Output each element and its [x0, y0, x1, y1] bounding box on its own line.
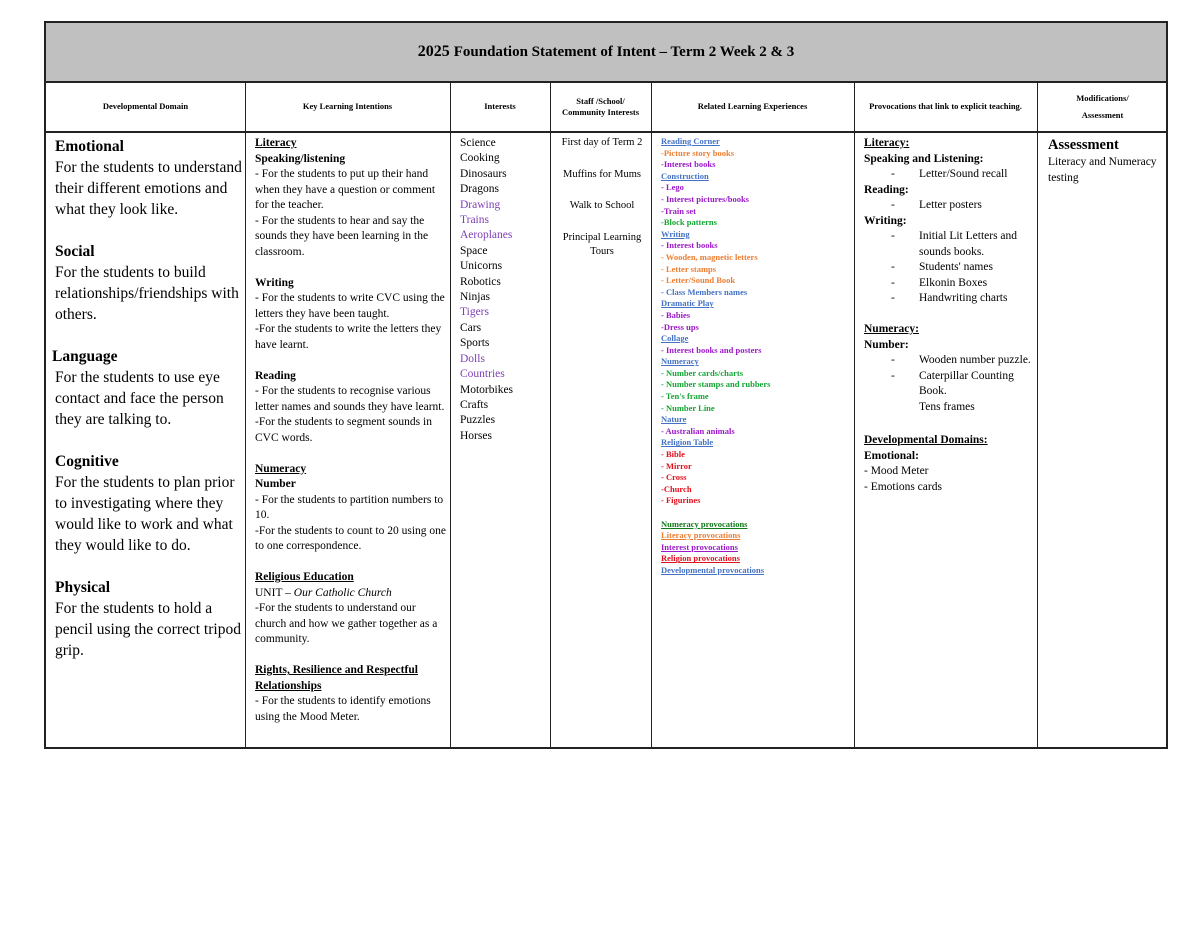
intentions-literacy-heading: Literacy: [255, 137, 297, 149]
provocations-writing: Writing:: [864, 214, 907, 227]
intention-text: -For the students to write the letters they have learnt.: [255, 323, 442, 351]
domain-heading-emotional: Emotional: [55, 138, 124, 155]
domain-text-language: For the students to use eye contact and face the person they are talking to.: [55, 369, 224, 428]
learning-experiences-cell: [661, 136, 856, 577]
interest-item: Drawing: [460, 198, 501, 211]
provocation-item: Tens frames: [919, 400, 975, 413]
header-provocations: Provocations that link to explicit teaching.: [869, 101, 1022, 112]
experience-item: - Interest books: [661, 240, 718, 251]
header-key-learning-intentions: Key Learning Intentions: [302, 101, 393, 112]
experience-item: - Interest books and posters: [661, 344, 762, 355]
domain-text-emotional: For the students to understand their different emotions and what they look like.: [55, 159, 242, 218]
experience-item: - Australian animals: [661, 425, 735, 436]
experience-heading-construction: Construction: [661, 170, 709, 181]
experience-heading-numeracy: Numeracy: [661, 356, 699, 367]
domain-heading-physical: Physical: [55, 579, 111, 596]
assessment-cell: [1048, 136, 1166, 186]
experience-item: - Cross: [661, 472, 687, 483]
legend-religion-provocations: Religion provocations: [661, 553, 740, 564]
intention-text: - For the students to put up their hand when they have a question or comment for the teacher.: [255, 168, 436, 211]
provocation-item: - Caterpillar Counting Book.: [891, 369, 1014, 397]
intentions-re-heading: Religious Education: [255, 571, 354, 583]
intention-text: - For the students to identify emotions using the Mood Meter.: [255, 695, 431, 723]
column-divider: [450, 83, 451, 747]
provocations-cell: [864, 136, 1044, 495]
intention-text: - For the students to hear and say the sounds they have been learning in the classroom.: [255, 214, 429, 258]
header-staff-interests: Staff /School/ Community Interests: [561, 95, 640, 117]
interest-item: Trains: [460, 214, 489, 227]
experience-item: -Church: [661, 483, 692, 494]
experience-item: - Interest pictures/books: [661, 193, 749, 204]
experience-heading-dramatic-play: Dramatic Play: [661, 298, 714, 309]
experience-item: - Figurines: [661, 495, 701, 506]
interest-item: Cooking: [460, 152, 500, 165]
experience-item: - Number stamps and rubbers: [661, 379, 771, 390]
intentions-writing: Writing: [255, 276, 294, 289]
interest-item: Cars: [460, 321, 482, 334]
learning-intentions-cell: [255, 136, 447, 725]
domain-heading-language: Language: [52, 348, 118, 365]
experience-item: - Letter stamps: [661, 263, 717, 274]
domain-text-social: For the students to build relationships/friendships with others.: [55, 264, 239, 323]
experience-item: - Number Line: [661, 402, 715, 413]
interest-item: Puzzles: [460, 414, 496, 427]
intention-text: - For the students to recognise various letter names and sounds they have learnt.: [255, 385, 445, 413]
title-year: 2025: [417, 43, 450, 60]
interest-item: Dinosaurs: [460, 167, 507, 180]
developmental-domain-cell: [52, 136, 245, 661]
intention-text: -For the students to segment sounds in CVC words.: [255, 416, 432, 444]
experience-heading-writing: Writing: [661, 228, 690, 239]
experience-heading-nature: Nature: [661, 414, 687, 425]
intention-text: -For the students to count to 20 using one to one correspondence.: [255, 524, 447, 552]
interest-item: Unicorns: [460, 260, 503, 273]
experience-heading-reading-corner: Reading Corner: [661, 136, 720, 146]
interest-item: Sports: [460, 337, 490, 350]
staff-interest-item: First day of Term 2: [561, 137, 643, 148]
column-divider: [245, 83, 246, 747]
staff-interest-item: Principal Learning Tours: [562, 231, 642, 257]
interest-item: Ninjas: [460, 291, 491, 304]
interests-cell: [460, 136, 550, 444]
intention-text: - For the students to write CVC using the letters they have been taught.: [255, 292, 445, 320]
experience-item: - Number cards/charts: [661, 367, 743, 378]
experience-item: - Class Members names: [661, 286, 748, 297]
unit-name: Our Catholic Church: [293, 586, 392, 599]
domain-text-physical: For the students to hold a pencil using the correct tripod grip.: [55, 600, 241, 659]
assessment-heading: Assessment: [1048, 137, 1119, 153]
intentions-rrrr-heading: Rights, Resilience and Respectful Relationships: [255, 664, 418, 692]
header-interests: Interests: [484, 101, 516, 112]
experience-item: - Babies: [661, 309, 691, 320]
provocations-emotional: Emotional:: [864, 449, 919, 462]
header-related-experiences: Related Learning Experiences: [697, 101, 808, 112]
domain-text-cognitive: For the students to plan prior to investigating where they would like to work and what they would like to do.: [55, 474, 235, 554]
provocation-item: - Students' names: [891, 261, 993, 273]
header-developmental-domain: Developmental Domain: [102, 101, 189, 112]
legend-interest-provocations: Interest provocations: [661, 541, 738, 552]
provocation-item: - Emotions cards: [864, 480, 942, 493]
interest-item: Science: [460, 137, 496, 149]
statement-of-intent-table: [44, 21, 1168, 749]
domain-heading-social: Social: [55, 243, 95, 260]
experience-item: - Ten's frame: [661, 391, 709, 402]
experience-item: - Mirror: [661, 460, 692, 471]
provocations-numeracy-heading: Numeracy:: [864, 323, 919, 335]
title-text: Foundation Statement of Intent – Term 2 Week 2 & 3: [453, 43, 795, 60]
provocation-item: - Mood Meter: [864, 465, 929, 477]
interest-item: Tigers: [460, 306, 489, 319]
legend-developmental-provocations: Developmental provocations: [661, 564, 765, 575]
provocations-number: Number:: [864, 338, 909, 351]
interest-item: Crafts: [460, 398, 489, 411]
provocations-dev-domains-heading: Developmental Domains:: [864, 434, 988, 446]
experience-item: -Block patterns: [661, 217, 717, 228]
assessment-text: Literacy and Numeracy testing: [1048, 156, 1157, 184]
provocation-item: - Wooden number puzzle.: [891, 354, 1031, 366]
legend-numeracy-provocations: Numeracy provocations: [661, 518, 748, 529]
staff-interest-item: Muffins for Mums: [563, 168, 641, 180]
provocations-literacy-heading: Literacy:: [864, 137, 910, 149]
intentions-reading: Reading: [255, 369, 296, 382]
experience-item: - Wooden, magnetic letters: [661, 251, 758, 262]
experience-item: -Interest books: [661, 159, 716, 170]
interest-item: Dragons: [460, 183, 499, 196]
interest-item: Space: [460, 244, 488, 257]
experience-item: - Lego: [661, 182, 684, 193]
staff-interest-item: Walk to School: [569, 200, 635, 211]
intention-text: - For the students to partition numbers to 10.: [255, 493, 444, 521]
provocation-item: - Letter/Sound recall: [891, 168, 1008, 180]
provocations-speaking-listening: Speaking and Listening:: [864, 152, 984, 165]
provocation-item: - Handwriting charts: [891, 292, 1008, 304]
intentions-number: Number: [255, 478, 296, 490]
header-assessment: Modifications/ Assessment: [1076, 93, 1129, 120]
experience-item: - Letter/Sound Book: [661, 275, 736, 286]
interest-item: Motorbikes: [460, 383, 514, 396]
interest-item: Aeroplanes: [460, 229, 513, 242]
provocations-reading: Reading:: [864, 183, 909, 196]
column-divider: [550, 83, 551, 747]
staff-interests-cell: [552, 136, 652, 276]
domain-heading-cognitive: Cognitive: [55, 453, 119, 470]
header-row: [46, 83, 1166, 133]
intentions-numeracy-heading: Numeracy: [255, 462, 307, 475]
provocation-item: - Initial Lit Letters and sounds books.: [891, 230, 1018, 258]
provocation-item: - Letter posters: [891, 199, 982, 211]
experience-item: -Train set: [661, 205, 697, 216]
experience-item: -Picture story books: [661, 147, 735, 158]
intentions-unit: UNIT – Our Catholic Church: [255, 586, 392, 599]
provocation-item: - Elkonin Boxes: [891, 276, 988, 289]
intention-text: -For the students to understand our church and how we gather together as a community.: [255, 602, 438, 645]
interest-item: Robotics: [460, 275, 501, 288]
experience-heading-collage: Collage: [661, 333, 689, 344]
document-title: [46, 23, 1166, 83]
experience-item: - Bible: [661, 449, 685, 460]
interest-item: Dolls: [460, 352, 485, 365]
intentions-speaking-listening: Speaking/listening: [255, 152, 346, 165]
interest-item: Horses: [460, 429, 492, 442]
experience-heading-religion-table: Religion Table: [661, 437, 714, 448]
interest-item: Countries: [460, 368, 505, 381]
legend-literacy-provocations: Literacy provocations: [661, 530, 741, 541]
experience-item: -Dress ups: [661, 321, 699, 332]
